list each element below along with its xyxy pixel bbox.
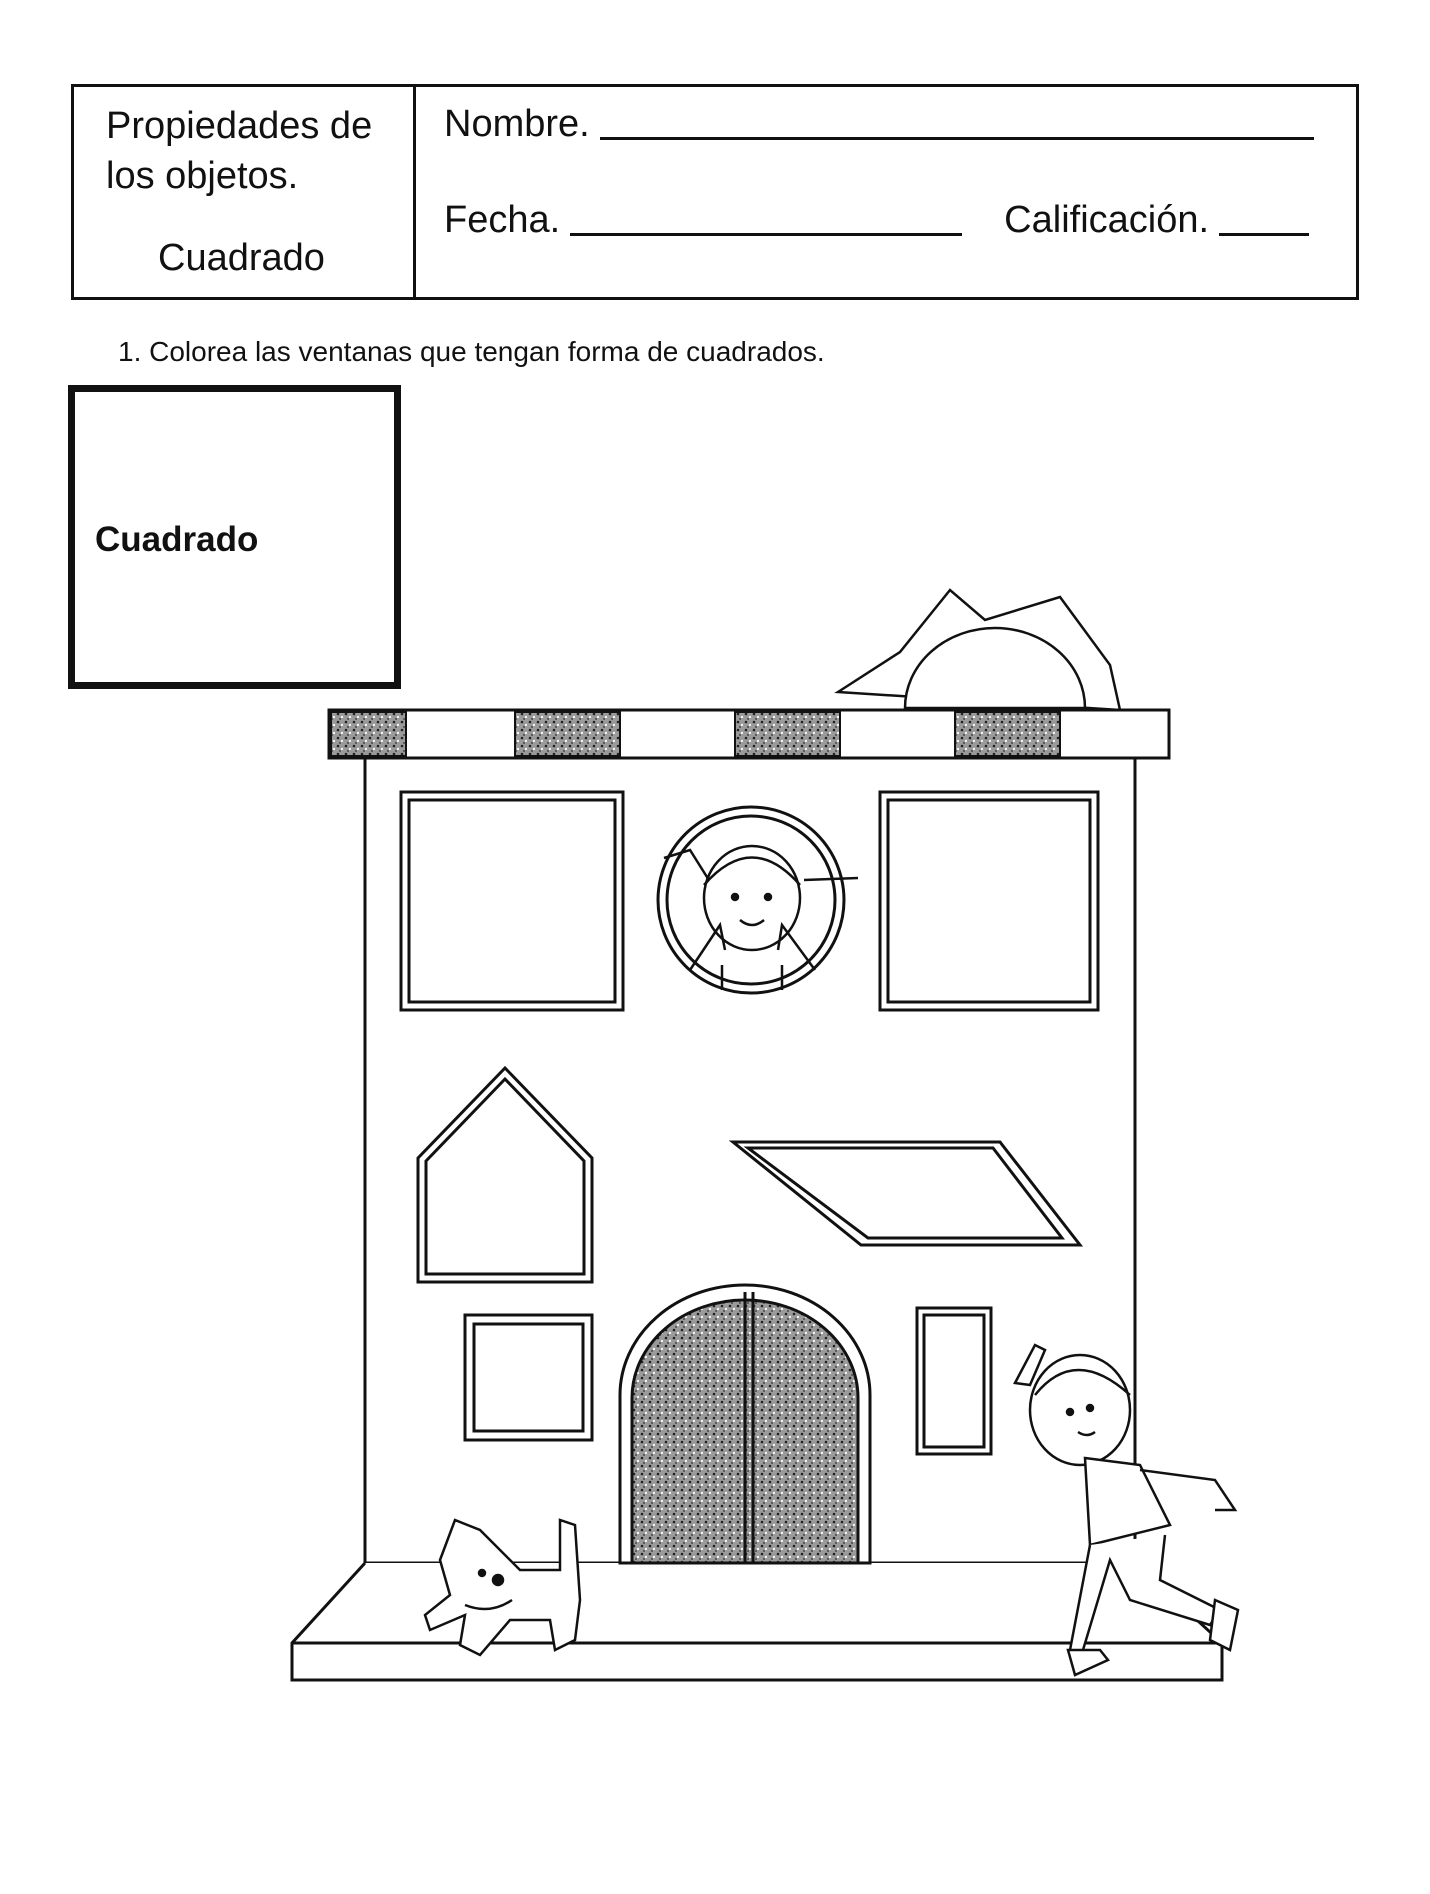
square-label: Cuadrado (95, 520, 259, 559)
door-icon[interactable] (620, 1285, 870, 1563)
name-label: Nombre. (444, 103, 590, 145)
house-illustration (0, 540, 1430, 1740)
name-field[interactable] (600, 137, 1314, 140)
name-row (444, 103, 1314, 146)
subject-line-1: Propiedades de (106, 105, 373, 147)
subject-title (106, 101, 372, 201)
topic-title: Cuadrado (158, 237, 325, 279)
date-field[interactable] (570, 233, 962, 236)
instruction-text: 1. Colorea las ventanas que tengan forma de cuadrados. (118, 336, 825, 367)
date-label: Fecha. (444, 199, 561, 241)
square-window-left[interactable] (401, 792, 623, 1010)
sun-icon (838, 590, 1120, 710)
rectangle-window[interactable] (917, 1308, 991, 1454)
grade-label: Calificación. (1004, 199, 1210, 241)
header-table (71, 84, 1359, 300)
subject-line-2: los objetos. (106, 155, 299, 197)
small-square-window[interactable] (465, 1315, 592, 1440)
square-window-right[interactable] (880, 792, 1098, 1010)
date-grade-row (444, 199, 1344, 242)
header-subject-cell (74, 87, 416, 297)
grade-field[interactable] (1219, 233, 1309, 236)
